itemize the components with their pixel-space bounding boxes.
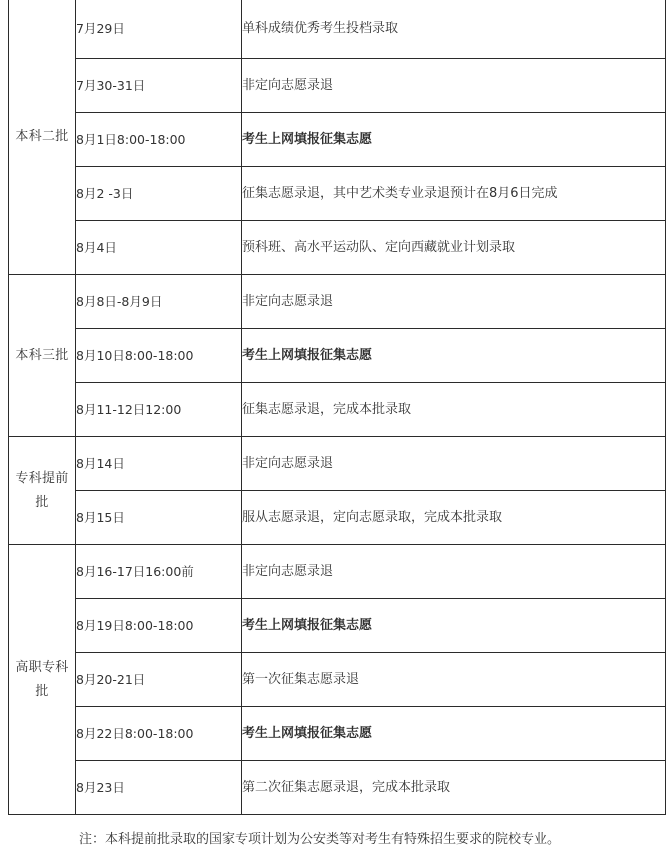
- event-cell: 第一次征集志愿录退: [242, 653, 666, 707]
- date-cell: 8月11-12日12:00: [76, 383, 242, 437]
- event-cell: 征集志愿录退，其中艺术类专业录退预计在8月6日完成: [242, 167, 666, 221]
- batch-label-benke-sanpi: 本科三批: [9, 275, 76, 437]
- event-cell: 服从志愿录退，定向志愿录取，完成本批录取: [242, 491, 666, 545]
- event-cell: 非定向志愿录退: [242, 545, 666, 599]
- table-row: [9, 329, 666, 383]
- table-row: [9, 167, 666, 221]
- date-cell: 8月20-21日: [76, 653, 242, 707]
- event-cell: 第二次征集志愿录退，完成本批录取: [242, 761, 666, 815]
- date-cell: 8月4日: [76, 221, 242, 275]
- batch-label-gaozhi-zhuankepi: 高职专科批: [9, 545, 76, 815]
- table-row: [9, 491, 666, 545]
- table-row: [9, 545, 666, 599]
- admission-schedule-table: [8, 0, 666, 815]
- event-cell-highlight: 考生上网填报征集志愿: [242, 329, 666, 383]
- table-row: [9, 761, 666, 815]
- table-row: [9, 383, 666, 437]
- date-cell: 8月2 -3日: [76, 167, 242, 221]
- table-row: [9, 275, 666, 329]
- table-row: [9, 653, 666, 707]
- date-cell: 8月15日: [76, 491, 242, 545]
- date-cell: 8月23日: [76, 761, 242, 815]
- date-cell: 7月30-31日: [76, 59, 242, 113]
- footnote: 注：本科提前批录取的国家专项计划为公安类等对考生有特殊招生要求的院校专业。: [79, 832, 561, 847]
- date-cell: 8月10日8:00-18:00: [76, 329, 242, 383]
- event-cell: 非定向志愿录退: [242, 275, 666, 329]
- date-cell: 8月14日: [76, 437, 242, 491]
- event-cell-highlight: 考生上网填报征集志愿: [242, 599, 666, 653]
- table-row: [9, 437, 666, 491]
- batch-label-benke-erpi: 本科二批: [9, 0, 76, 275]
- event-cell-highlight: 考生上网填报征集志愿: [242, 113, 666, 167]
- table-row: [9, 113, 666, 167]
- date-cell: 8月16-17日16:00前: [76, 545, 242, 599]
- event-cell: 非定向志愿录退: [242, 437, 666, 491]
- event-cell: 征集志愿录退，完成本批录取: [242, 383, 666, 437]
- event-cell-highlight: 考生上网填报征集志愿: [242, 707, 666, 761]
- table-row: [9, 707, 666, 761]
- batch-label-zhuanke-tiqianpi: 专科提前批: [9, 437, 76, 545]
- date-cell: 8月8日-8月9日: [76, 275, 242, 329]
- date-cell: 8月19日8:00-18:00: [76, 599, 242, 653]
- event-cell: 预科班、高水平运动队、定向西藏就业计划录取: [242, 221, 666, 275]
- table-row: [9, 221, 666, 275]
- date-cell: 8月1日8:00-18:00: [76, 113, 242, 167]
- date-cell: 7月29日: [76, 0, 242, 59]
- event-cell: 非定向志愿录退: [242, 59, 666, 113]
- table-row: [9, 59, 666, 113]
- table-row: [9, 0, 666, 59]
- event-cell: 单科成绩优秀考生投档录取: [242, 0, 666, 59]
- date-cell: 8月22日8:00-18:00: [76, 707, 242, 761]
- table-row: [9, 599, 666, 653]
